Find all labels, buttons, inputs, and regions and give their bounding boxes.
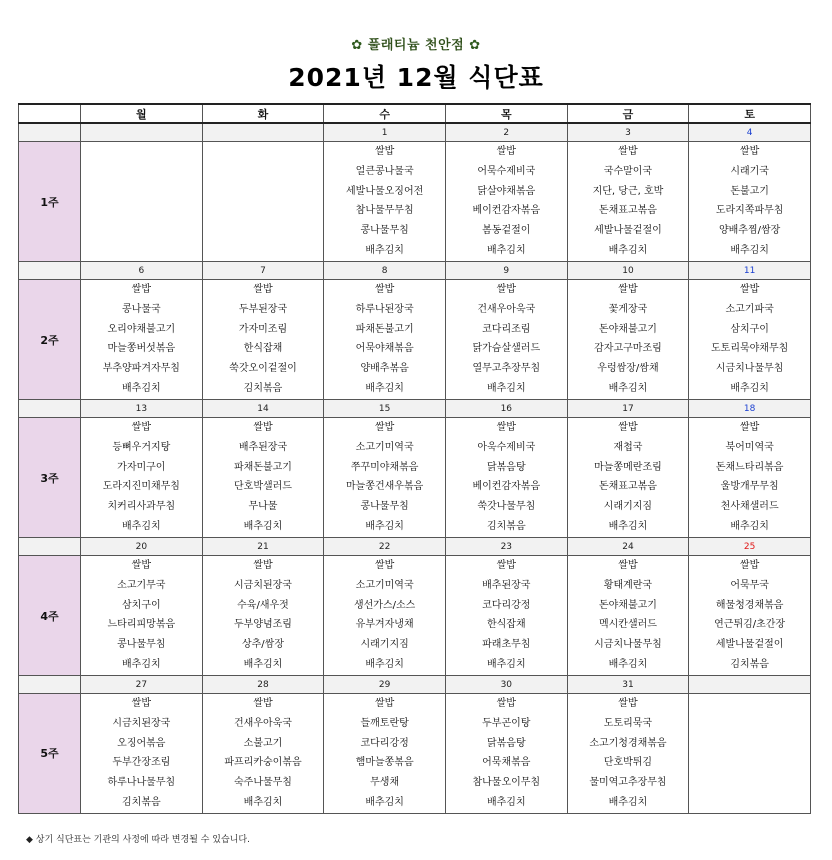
date-cell: 2 (445, 123, 567, 142)
date-cell: 31 (567, 676, 689, 694)
menu-item: 김치볶음 (122, 796, 161, 808)
menu-item: 베이컨감자볶음 (472, 205, 541, 217)
menu-item: 베이컨감자볶음 (472, 481, 541, 493)
menu-item: 배추김치 (243, 796, 283, 808)
day-header: 금 (567, 104, 689, 123)
menu-item: 배추김치 (486, 382, 526, 394)
corner-cell (19, 104, 81, 123)
menu-item: 배추김치 (608, 244, 648, 256)
menu-item: 봄동겉절이 (482, 225, 531, 237)
menu-item: 파채돈불고기 (355, 323, 414, 335)
date-cell: 22 (324, 538, 446, 556)
menu-item: 국수말이국 (603, 165, 653, 177)
menu-item: 쌀밥 (374, 698, 395, 709)
menu-item: 두부곤이탕 (482, 717, 531, 729)
menu-item: 소고기미역국 (355, 441, 414, 453)
meal-cell (81, 694, 203, 814)
menu-item: 배추김치 (608, 796, 648, 808)
menu-item: 도라지쪽파무침 (715, 205, 784, 217)
meal-cell (202, 418, 324, 538)
meal-cell (567, 556, 689, 676)
menu-item: 우렁쌈장/쌈채 (597, 363, 659, 375)
menu-item: 어묵채볶음 (482, 757, 531, 769)
meal-cell (81, 142, 203, 262)
menu-item: 배추김치 (486, 796, 526, 808)
menu-item: 치커리사과무침 (107, 501, 176, 513)
week-row (19, 280, 811, 400)
menu-item: 들깨토란탕 (360, 717, 409, 729)
menu-item: 배추김치 (486, 244, 526, 256)
flower-icon: ✿ (469, 38, 481, 53)
menu-item: 도라지진미채무침 (102, 481, 180, 493)
menu-item: 한식잡채 (243, 343, 283, 355)
menu-item: 쭈꾸미야채볶음 (350, 461, 419, 473)
meal-cell (324, 694, 446, 814)
menu-item: 배추김치 (608, 520, 648, 532)
menu-item: 쌀밥 (131, 284, 151, 295)
menu-item: 아욱수제비국 (477, 441, 536, 453)
week-row (19, 142, 811, 262)
menu-item: 건새우아욱국 (477, 303, 536, 315)
menu-item: 무생채 (370, 777, 400, 789)
menu-item: 물미역고추장무침 (589, 777, 667, 789)
date-cell: 30 (445, 676, 567, 694)
menu-item: 배추김치 (365, 796, 404, 808)
menu-item: 햄마늘쫑볶음 (355, 757, 414, 769)
menu-item: 해물청경채볶음 (715, 599, 784, 611)
meal-cell (689, 694, 811, 814)
menu-item: 김치볶음 (486, 520, 526, 532)
day-header: 화 (202, 104, 324, 123)
menu-item: 소고기파국 (725, 303, 774, 315)
subtitle (0, 34, 832, 53)
menu-item: 얼큰콩나물국 (355, 165, 414, 177)
meal-cell (81, 556, 203, 676)
meal-cell (567, 694, 689, 814)
meal-cell (324, 556, 446, 676)
menu-item: 어묵야채볶음 (355, 343, 414, 355)
date-cell: 7 (202, 262, 324, 280)
menu-item: 코다리강정 (482, 599, 531, 611)
menu-item: 소고기청경채볶음 (589, 737, 667, 749)
menu-item: 연근튀김/초간장 (714, 619, 786, 631)
menu-item: 배추김치 (243, 658, 283, 670)
menu-item: 닭볶음탕 (486, 737, 526, 749)
date-row-spacer (19, 123, 81, 142)
menu-item: 파프리카숭이볶음 (224, 757, 302, 769)
date-cell: 27 (81, 676, 203, 694)
date-row (19, 262, 811, 280)
menu-item: 숙주나물무침 (234, 777, 292, 789)
meal-cell (567, 418, 689, 538)
page-title: 2021년 12월 식단표 (288, 63, 544, 92)
menu-item: 시래기국 (730, 165, 769, 177)
menu-item: 돈야채불고기 (598, 323, 657, 335)
menu-item: 하루나된장국 (355, 303, 414, 315)
menu-item: 삼치구이 (730, 323, 769, 335)
menu-item: 배추김치 (365, 520, 404, 532)
menu-item: 시금치된장국 (112, 717, 171, 729)
menu-item: 지단, 당근, 호박 (592, 185, 664, 197)
day-header: 수 (324, 104, 446, 123)
menu-item: 수육/새우젓 (237, 599, 289, 611)
meal-cell (689, 142, 811, 262)
menu-item: 상추/쌈장 (241, 639, 284, 651)
menu-item: 참나물오이무침 (472, 777, 541, 789)
menu-item: 쌀밥 (496, 422, 516, 433)
date-row-spacer (19, 262, 81, 280)
menu-item: 쌀밥 (374, 560, 395, 571)
meal-cell (689, 556, 811, 676)
date-cell: 1 (324, 123, 446, 142)
menu-item: 배추김치 (365, 658, 404, 670)
menu-item: 재첩국 (613, 441, 643, 453)
day-header: 토 (689, 104, 811, 123)
date-cell: 29 (324, 676, 446, 694)
date-cell: 23 (445, 538, 567, 556)
menu-item: 두부된장국 (238, 303, 288, 315)
menu-item: 부추양파겨자무침 (102, 363, 180, 375)
menu-item: 쌀밥 (618, 560, 638, 571)
menu-item: 쌀밥 (253, 284, 273, 295)
menu-item: 배추김치 (730, 382, 769, 394)
menu-item: 건새우아욱국 (234, 717, 292, 729)
meal-cell (324, 280, 446, 400)
menu-item: 김치볶음 (730, 658, 769, 670)
menu-item: 도토리묵국 (603, 717, 653, 729)
meal-cell (324, 142, 446, 262)
week-row (19, 556, 811, 676)
menu-item: 시금치나물무침 (715, 363, 784, 375)
menu-item: 황태계란국 (603, 579, 653, 591)
menu-item: 파채돈불고기 (234, 461, 292, 473)
menu-item: 쌀밥 (496, 146, 516, 157)
week-label: 4주 (19, 556, 81, 676)
menu-item: 돈야채불고기 (598, 599, 657, 611)
menu-item: 감자고구마조림 (594, 343, 662, 355)
menu-item: 쌀밥 (739, 560, 760, 571)
menu-item: 시금치된장국 (234, 579, 292, 591)
day-header-row (19, 104, 811, 123)
menu-item: 마늘쫑건새우볶음 (346, 481, 424, 493)
date-cell: 25 (689, 538, 811, 556)
menu-item: 돈불고기 (730, 185, 769, 197)
menu-item: 양배추찜/쌈장 (718, 225, 781, 237)
menu-item: 도토리묵야채무침 (711, 343, 789, 355)
menu-table (18, 103, 811, 814)
menu-item: 배추김치 (608, 382, 648, 394)
menu-item: 생선가스/소스 (353, 599, 416, 611)
menu-item: 쌀밥 (496, 698, 516, 709)
menu-item: 꽃게장국 (608, 303, 648, 315)
menu-item: 시래기지짐 (603, 501, 653, 513)
date-cell: 4 (689, 123, 811, 142)
menu-item: 세발나물겉절이 (594, 225, 662, 237)
menu-item: 어묵수제비국 (477, 165, 536, 177)
meal-cell (202, 280, 324, 400)
meal-cell (567, 280, 689, 400)
menu-item: 쌀밥 (496, 284, 516, 295)
day-header: 목 (445, 104, 567, 123)
menu-item: 멕시칸샐러드 (598, 619, 657, 631)
menu-item: 돈채표고볶음 (598, 481, 657, 493)
subtitle-text: 풀래티늄 천안점 (367, 38, 465, 53)
menu-item: 북어미역국 (725, 441, 774, 453)
week-row (19, 694, 811, 814)
menu-item: 단호박샐러드 (234, 481, 292, 493)
menu-item: 쌀밥 (374, 284, 395, 295)
menu-item: 가자미구이 (117, 461, 166, 473)
menu-item: 느타리피망볶음 (107, 619, 176, 631)
menu-item: 세발나물겉절이 (715, 639, 784, 651)
menu-item: 배추김치 (365, 382, 404, 394)
menu-item: 배추김치 (608, 658, 648, 670)
menu-item: 닭볶음탕 (486, 461, 526, 473)
meal-cell (202, 694, 324, 814)
menu-item: 소고기무국 (117, 579, 166, 591)
menu-item: 배추김치 (486, 658, 526, 670)
date-cell: 13 (81, 400, 203, 418)
meal-cell (445, 280, 567, 400)
menu-item: 무나물 (248, 501, 278, 513)
menu-item: 파래초무침 (482, 639, 531, 651)
menu-item: 단호박튀김 (603, 757, 653, 769)
meal-cell (445, 142, 567, 262)
date-row (19, 400, 811, 418)
menu-item: 쌀밥 (131, 560, 151, 571)
meal-cell (445, 418, 567, 538)
menu-item: 콩나물무침 (360, 225, 409, 237)
meal-cell (81, 418, 203, 538)
menu-item: 코다리강정 (360, 737, 409, 749)
meal-cell (445, 556, 567, 676)
menu-item: 쌀밥 (253, 422, 273, 433)
menu-item: 돈채표고볶음 (598, 205, 657, 217)
date-cell: 9 (445, 262, 567, 280)
menu-item: 쌀밥 (253, 560, 273, 571)
menu-item: 참나물무무침 (355, 205, 414, 217)
menu-item: 콩나물국 (122, 303, 161, 315)
menu-item: 쌀밥 (739, 284, 760, 295)
menu-item: 배추김치 (122, 520, 161, 532)
menu-item: 쌀밥 (131, 698, 151, 709)
flower-icon: ✿ (351, 38, 363, 53)
menu-item: 열무고추장무침 (472, 363, 541, 375)
menu-item: 쌀밥 (739, 422, 760, 433)
date-cell: 24 (567, 538, 689, 556)
meal-cell (202, 142, 324, 262)
date-cell: 17 (567, 400, 689, 418)
menu-item: 양배추볶음 (360, 363, 409, 375)
date-cell: 21 (202, 538, 324, 556)
date-cell: 20 (81, 538, 203, 556)
date-row-spacer (19, 538, 81, 556)
menu-item: 삼치구이 (122, 599, 161, 611)
menu-item: 배추김치 (243, 520, 283, 532)
menu-item: 배추김치 (122, 382, 161, 394)
menu-item: 쌀밥 (131, 422, 151, 433)
menu-item: 콩나물무침 (117, 639, 166, 651)
menu-item: 시금치나물무침 (594, 639, 662, 651)
date-cell (689, 676, 811, 694)
menu-item: 쌀밥 (374, 422, 395, 433)
menu-item: 배추된장국 (482, 579, 531, 591)
week-row (19, 418, 811, 538)
menu-item: 오징어볶음 (117, 737, 166, 749)
menu-item: 쌀밥 (374, 146, 395, 157)
menu-item: 어묵무국 (730, 579, 769, 591)
menu-item: 소고기미역국 (355, 579, 414, 591)
week-label: 2주 (19, 280, 81, 400)
week-label: 5주 (19, 694, 81, 814)
date-row (19, 538, 811, 556)
menu-item: 김치볶음 (243, 382, 283, 394)
meal-cell (567, 142, 689, 262)
menu-item: 한식잡채 (486, 619, 526, 631)
menu-item: 오리야채불고기 (107, 323, 176, 335)
menu-item: 쌀밥 (496, 560, 516, 571)
date-cell: 6 (81, 262, 203, 280)
menu-item: 시래기지짐 (360, 639, 409, 651)
week-label: 1주 (19, 142, 81, 262)
menu-item: 배추김치 (730, 244, 769, 256)
menu-item: 두부간장조림 (112, 757, 171, 769)
menu-item: 마늘쫑메란조림 (594, 461, 662, 473)
date-cell (202, 123, 324, 142)
date-row-spacer (19, 676, 81, 694)
menu-item: 닭살야채볶음 (477, 185, 536, 197)
date-cell: 18 (689, 400, 811, 418)
menu-item: 두부양념조림 (234, 619, 292, 631)
date-cell (81, 123, 203, 142)
week-label: 3주 (19, 418, 81, 538)
menu-item: 배추된장국 (238, 441, 288, 453)
menu-item: 쌀밥 (253, 698, 273, 709)
menu-item: 마늘쫑버섯볶음 (107, 343, 176, 355)
date-cell: 14 (202, 400, 324, 418)
date-cell: 11 (689, 262, 811, 280)
meal-cell (689, 280, 811, 400)
date-row-spacer (19, 400, 81, 418)
date-cell: 28 (202, 676, 324, 694)
menu-item: 쌀밥 (618, 698, 638, 709)
footnote: ◆ 상기 식단표는 기관의 사정에 따라 변경될 수 있습니다. (26, 835, 250, 845)
menu-item: 울방개무무침 (720, 481, 779, 493)
menu-item: 소불고기 (243, 737, 283, 749)
menu-item: 쌀밥 (618, 422, 638, 433)
menu-item: 돈채느타리볶음 (715, 461, 784, 473)
menu-item: 하루나나물무침 (107, 777, 176, 789)
date-cell: 15 (324, 400, 446, 418)
date-cell: 10 (567, 262, 689, 280)
meal-cell (689, 418, 811, 538)
menu-item: 쌀밥 (618, 284, 638, 295)
menu-item: 유부겨자냉채 (355, 619, 414, 631)
menu-item: 배추김치 (122, 658, 161, 670)
date-row (19, 676, 811, 694)
menu-body (19, 123, 811, 813)
meal-cell (445, 694, 567, 814)
menu-item: 천사채샐러드 (720, 501, 779, 513)
date-row (19, 123, 811, 142)
menu-item: 등뼈우거지탕 (112, 441, 171, 453)
menu-item: 쑥갓나물무침 (477, 501, 536, 513)
date-cell: 3 (567, 123, 689, 142)
date-cell: 16 (445, 400, 567, 418)
meal-cell (324, 418, 446, 538)
menu-item: 코다리조림 (482, 323, 531, 335)
menu-item: 세발나물오징어전 (346, 185, 424, 197)
menu-item: 배추김치 (730, 520, 769, 532)
menu-item: 가자미조림 (238, 323, 288, 335)
day-header: 월 (81, 104, 203, 123)
menu-item: 쑥갓오이겉절이 (229, 363, 297, 375)
meal-cell (202, 556, 324, 676)
menu-item: 배추김치 (365, 244, 404, 256)
menu-item: 쌀밥 (618, 146, 638, 157)
meal-cell (81, 280, 203, 400)
date-cell: 8 (324, 262, 446, 280)
menu-item: 닭가슴살샐러드 (472, 343, 541, 355)
menu-item: 콩나물무침 (360, 501, 409, 513)
menu-item: 쌀밥 (739, 146, 760, 157)
